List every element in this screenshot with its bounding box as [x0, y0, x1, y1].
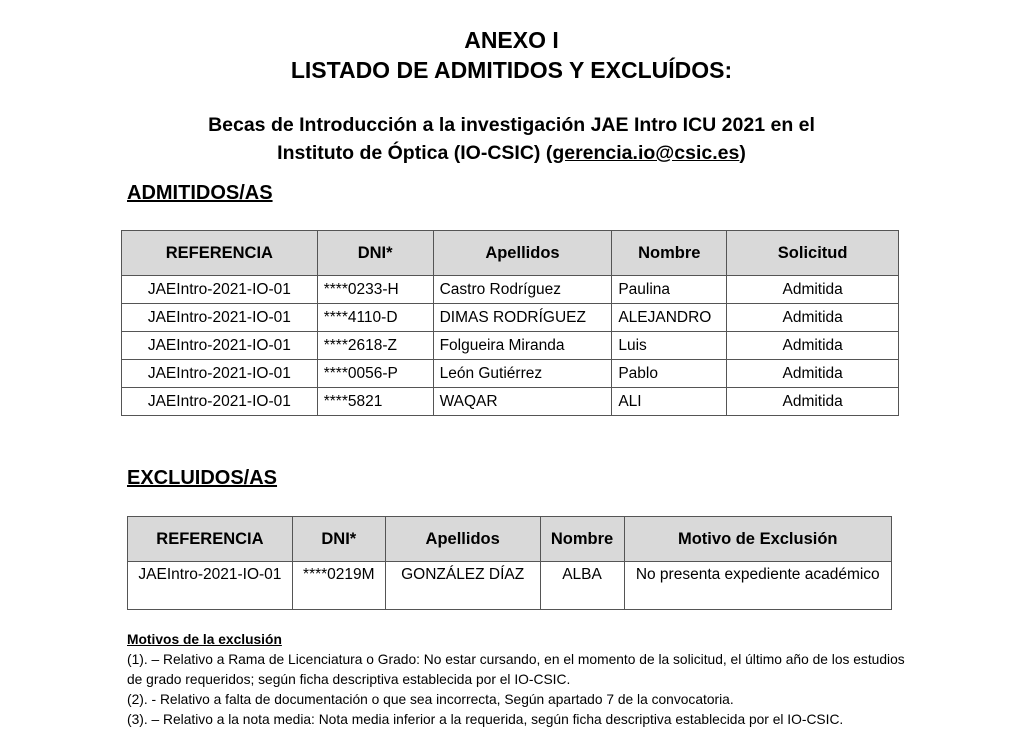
column-header-nombre: Nombre: [540, 517, 624, 562]
subtitle-suffix: ): [739, 142, 746, 164]
table-row: [122, 276, 899, 304]
subtitle-line-2: [0, 140, 1023, 166]
exclusion-reason-item: (2). - Relativo a falta de documentación o que sea incorrecta, Según apartado 7 de la convocatoria.: [127, 692, 734, 707]
exclusion-reasons-title: Motivos de la exclusión: [127, 632, 282, 647]
cell-solicitud: Admitida: [727, 276, 899, 304]
list-title: LISTADO DE ADMITIDOS Y EXCLUÍDOS:: [290, 57, 733, 83]
cell-nombre: Paulina: [612, 276, 727, 304]
cell-dni: ****0233-H: [317, 276, 433, 304]
exclusion-reasons: [127, 630, 907, 730]
admitidos-heading: ADMITIDOS/AS: [127, 182, 273, 204]
column-header-referencia: REFERENCIA: [122, 231, 318, 276]
cell-apellidos: GONZÁLEZ DÍAZ: [385, 562, 540, 610]
column-header-nombre: Nombre: [612, 231, 727, 276]
cell-solicitud: Admitida: [727, 332, 899, 360]
cell-solicitud: Admitida: [727, 388, 899, 416]
table-row: [122, 388, 899, 416]
table-row: [128, 562, 892, 610]
cell-referencia: JAEIntro-2021-IO-01: [128, 562, 293, 610]
cell-referencia: JAEIntro-2021-IO-01: [122, 360, 318, 388]
admitidos-table: [121, 230, 899, 416]
table-header-row: [128, 517, 892, 562]
cell-apellidos: Folgueira Miranda: [433, 332, 612, 360]
cell-apellidos: León Gutiérrez: [433, 360, 612, 388]
subtitle-prefix: Instituto de Óptica (IO-CSIC) (: [277, 142, 553, 164]
cell-referencia: JAEIntro-2021-IO-01: [122, 276, 318, 304]
table-row: [122, 304, 899, 332]
table-row: [122, 332, 899, 360]
cell-nombre: Luis: [612, 332, 727, 360]
cell-referencia: JAEIntro-2021-IO-01: [122, 332, 318, 360]
cell-motivo: No presenta expediente académico: [624, 562, 892, 610]
cell-nombre: ALBA: [540, 562, 624, 610]
cell-apellidos: Castro Rodríguez: [433, 276, 612, 304]
cell-apellidos: WAQAR: [433, 388, 612, 416]
exclusion-reason-item: (3). – Relativo a la nota media: Nota media inferior a la requerida, según ficha descriptiva establecida por el IO-CSIC.: [127, 712, 844, 727]
contact-email[interactable]: gerencia.io@csic.es: [552, 142, 740, 164]
cell-dni: ****5821: [317, 388, 433, 416]
column-header-apellidos: Apellidos: [433, 231, 612, 276]
exclusion-reason-item: (1). – Relativo a Rama de Licenciatura o Grado: No estar cursando, en el momento de la solicitud, el último año de los estudios de grado requeridos; según ficha descriptiva establecida por el IO-CSIC.: [127, 652, 905, 687]
column-header-dni: DNI*: [292, 517, 385, 562]
column-header-dni: DNI*: [317, 231, 433, 276]
table-row: [122, 360, 899, 388]
table-header-row: [122, 231, 899, 276]
cell-dni: ****2618-Z: [317, 332, 433, 360]
cell-dni: ****4110-D: [317, 304, 433, 332]
cell-dni: ****0219M: [292, 562, 385, 610]
cell-dni: ****0056-P: [317, 360, 433, 388]
annex-title: ANEXO I: [464, 27, 559, 53]
column-header-solicitud: Solicitud: [727, 231, 899, 276]
cell-nombre: ALEJANDRO: [612, 304, 727, 332]
excluidos-heading: EXCLUIDOS/AS: [127, 467, 278, 489]
column-header-referencia: REFERENCIA: [128, 517, 293, 562]
column-header-motivo: Motivo de Exclusión: [624, 517, 892, 562]
cell-referencia: JAEIntro-2021-IO-01: [122, 388, 318, 416]
excluidos-table: [127, 516, 892, 610]
cell-solicitud: Admitida: [727, 304, 899, 332]
cell-nombre: Pablo: [612, 360, 727, 388]
cell-apellidos: DIMAS RODRÍGUEZ: [433, 304, 612, 332]
subtitle-line-1: Becas de Introducción a la investigación JAE Intro ICU 2021 en el: [208, 114, 815, 136]
cell-referencia: JAEIntro-2021-IO-01: [122, 304, 318, 332]
cell-nombre: ALI: [612, 388, 727, 416]
cell-solicitud: Admitida: [727, 360, 899, 388]
column-header-apellidos: Apellidos: [385, 517, 540, 562]
